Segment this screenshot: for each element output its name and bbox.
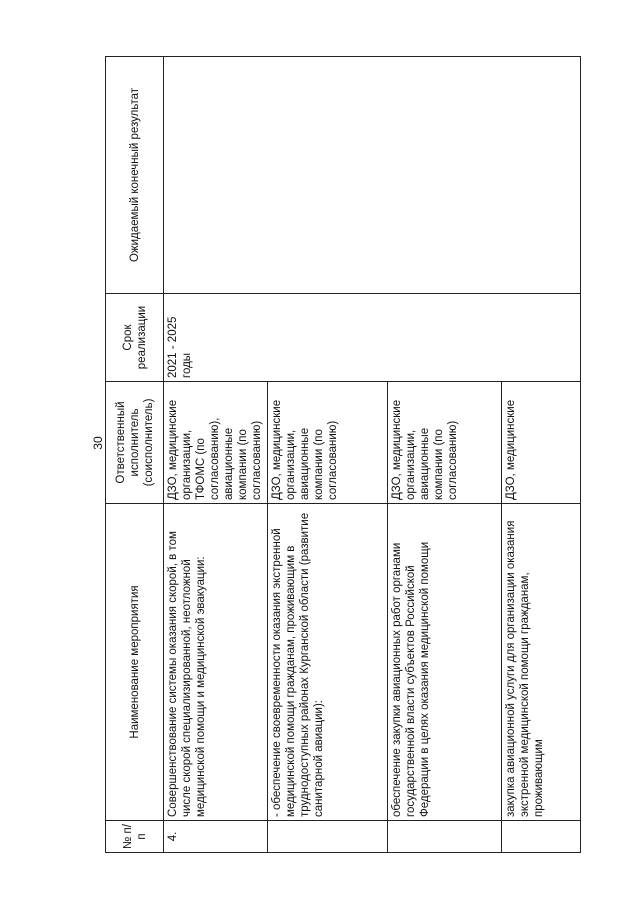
row-num [502,821,581,853]
row-term: 2021 - 2025 годы [164,294,581,382]
row-name: обеспечение закупки авиационных работ органами государственной власти субъектов Российской Федерации в целях оказания медицинской помощи [388,504,502,821]
row-executor: ДЗО, медицинские организации, авиационные компании (по согласованию) [268,382,388,504]
row-name: - обеспечение своевременности оказания экстренной медицинской помощи гражданам, проживающим в труднодоступных районах Курганской области (развитие санитарной авиации): [268,504,388,821]
header-executor: Ответственный исполнитель (соисполнитель) [106,382,164,504]
row-executor: ДЗО, медицинские организации, авиационные компании (по согласованию) [388,382,502,504]
page-number: 30 [91,436,105,450]
row-name: Совершенствование системы оказания скорой, в том числе скорой специализированной, неотложной медицинской помощи и медицинской эвакуации: [164,504,268,821]
table-header-row [106,57,164,853]
row-num [388,821,502,853]
header-result: Ожидаемый конечный результат [106,57,164,294]
row-result [164,57,581,294]
row-num: 4. [164,821,268,853]
header-name: Наименование мероприятия [106,504,164,821]
row-executor: ДЗО, медицинские организации, ТФОМС (по согласованию), авиационные компании (по согласованию) [164,382,268,504]
row-num [268,821,388,853]
rotated-table-container [105,56,580,853]
header-term: Срок реализации [106,294,164,382]
table-row [164,57,268,853]
row-executor: ДЗО, медицинские [502,382,581,504]
row-name: закупка авиационной услуги для организации оказания экстренной медицинской помощи гражданам, проживающим [502,504,581,821]
measures-table [105,56,581,853]
header-num: № п/п [106,821,164,853]
